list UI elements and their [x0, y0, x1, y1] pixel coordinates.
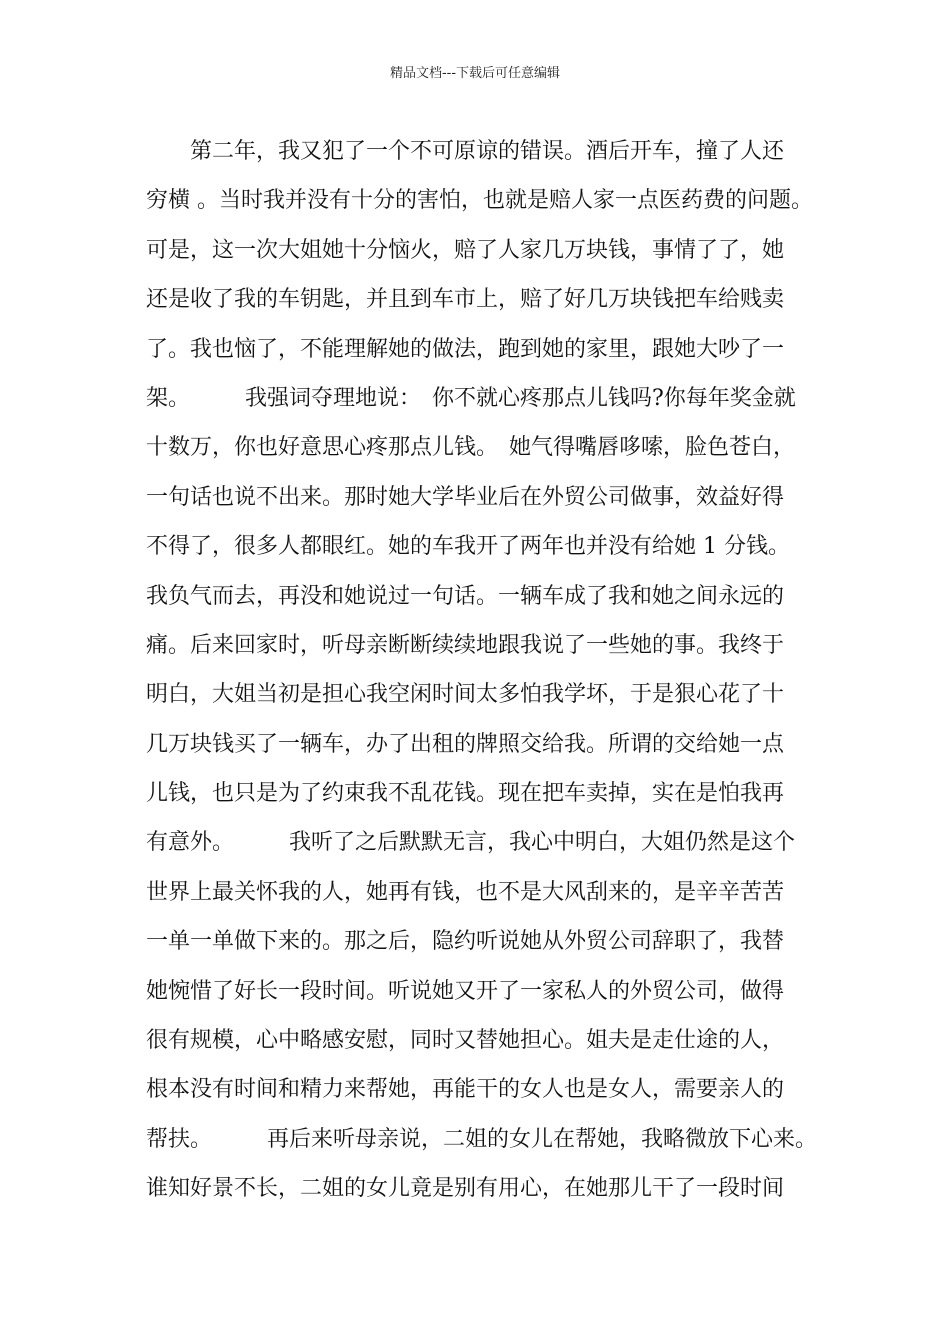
text-line: 还是收了我的车钥匙，并且到车市上，赔了好几万块钱把车给贱卖: [146, 287, 785, 313]
text-line: 很有规模，心中略感安慰，同时又替她担心。姐夫是走仕途的人，: [146, 1028, 785, 1054]
text-line: 痛。后来回家时，听母亲断断续续地跟我说了一些她的事。我终于: [146, 632, 785, 658]
text-line: 世界上最关怀我的人，她再有钱，也不是大风刮来的，是辛辛苦苦: [146, 879, 785, 905]
text-line: 几万块钱买了一辆车，办了出租的牌照交给我。所谓的交给她一点: [146, 731, 785, 757]
text-line: 明白，大姐当初是担心我空闲时间太多怕我学坏，于是狠心花了十: [146, 682, 785, 708]
text-line: 她惋惜了好长一段时间。听说她又开了一家私人的外贸公司，做得: [146, 978, 785, 1004]
text-line: 根本没有时间和精力来帮她，再能干的女人也是女人，需要亲人的: [146, 1077, 785, 1103]
text-line: 十数万，你也好意思心疼那点儿钱。 她气得嘴唇哆嗦，脸色苍白，: [146, 435, 796, 461]
page-header: 精品文档---下载后可任意编辑: [389, 66, 561, 81]
text-line: 我负气而去，再没和她说过一句话。一辆车成了我和她之间永远的: [146, 583, 785, 609]
text-line: 架。 我强词夺理地说： 你不就心疼那点儿钱吗?你每年奖金就: [146, 385, 796, 411]
text-line: 可是，这一次大姐她十分恼火，赔了人家几万块钱，事情了了，她: [146, 237, 785, 263]
body-text: [146, 127, 826, 1214]
text-line: 有意外。 我听了之后默默无言，我心中明白，大姐仍然是这个: [146, 830, 796, 856]
text-line: 不得了，很多人都眼红。她的车我开了两年也并没有给她 1 分钱。: [146, 534, 790, 560]
text-line: 一句话也说不出来。那时她大学毕业后在外贸公司做事，效益好得: [146, 484, 785, 510]
text-line: 儿钱，也只是为了约束我不乱花钱。现在把车卖掉，实在是怕我再: [146, 781, 785, 807]
text-line: 帮扶。 再后来听母亲说，二姐的女儿在帮她，我略微放下心来。: [146, 1126, 818, 1152]
text-line: 第二年，我又犯了一个不可原谅的错误。酒后开车，撞了人还: [146, 139, 785, 164]
text-line: 谁知好景不长，二姐的女儿竟是别有用心，在她那儿干了一段时间: [146, 1176, 785, 1202]
text-line: 了。我也恼了，不能理解她的做法，跑到她的家里，跟她大吵了一: [146, 336, 785, 362]
text-line: 一单一单做下来的。那之后，隐约听说她从外贸公司辞职了，我替: [146, 929, 785, 955]
text-line: 穷横 。当时我并没有十分的害怕，也就是赔人家一点医药费的问题。: [146, 188, 813, 214]
